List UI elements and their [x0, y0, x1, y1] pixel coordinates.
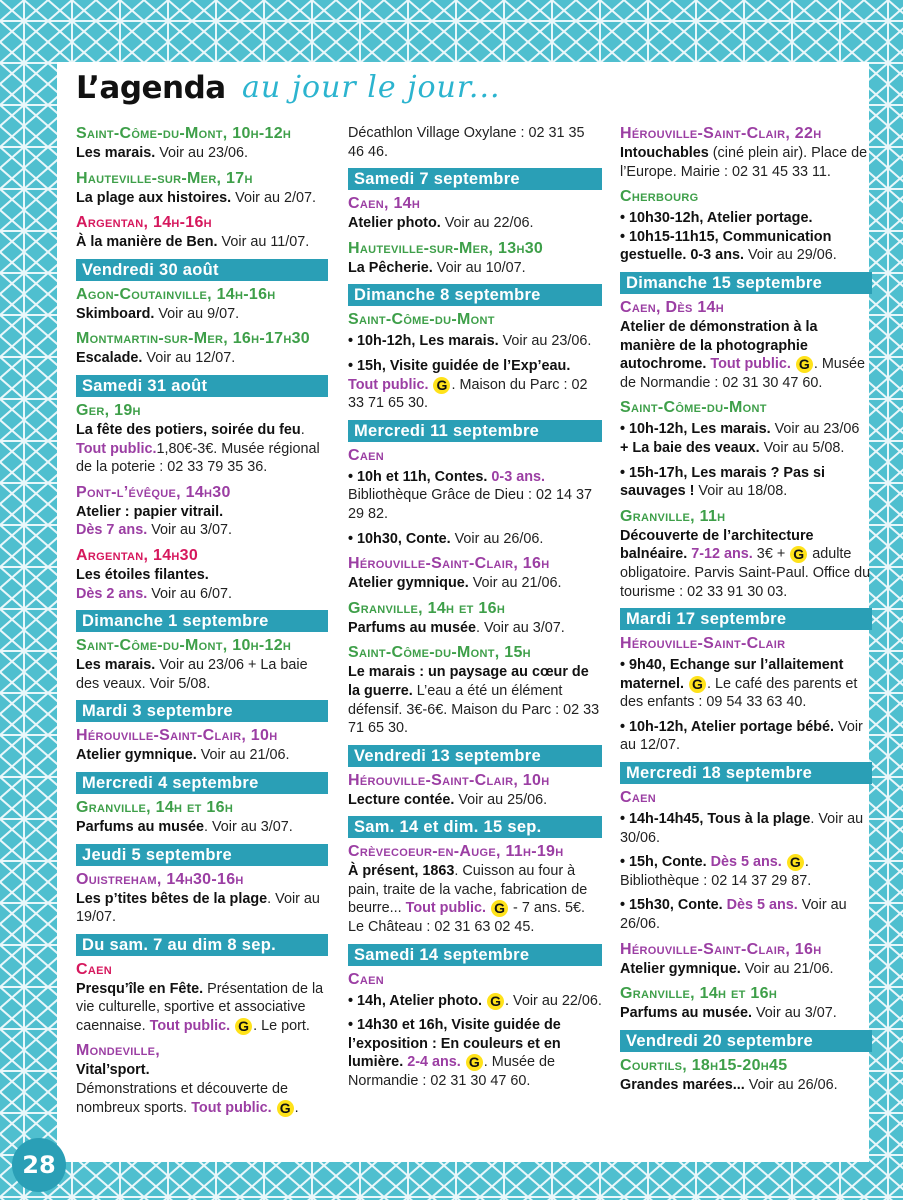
free-badge-icon: G	[277, 1100, 294, 1117]
agenda-entry: Argentan, 14h30 Les étoiles filantes. Dès 2 ans. Voir au 6/07.	[76, 546, 233, 602]
agenda-entry: • 10h30, Conte. Voir au 26/06.	[348, 530, 544, 547]
agenda-entry: Hérouville-Saint-Clair, 16h Atelier gymnique. Voir au 21/06.	[620, 940, 834, 977]
agenda-entry: Granville, 14h et 16h Parfums au musée. Voir au 3/07.	[76, 798, 293, 835]
date-header: Mercredi 4 septembre	[76, 772, 328, 794]
agenda-entry: • 10h30-12h, Atelier portage.	[620, 210, 813, 227]
agenda-entry: Saint-Côme-du-Mont, 15h Le marais : un paysage au cœur de la guerre. L’eau a été un élément défensif. 3€-6€. Maison du Parc : 02 33 71 65 30.	[348, 644, 600, 737]
agenda-entry: Hérouville-Saint-Clair	[620, 635, 786, 653]
agenda-entry: • 10h-12h, Les marais. Voir au 23/06 + La baie des veaux. Voir au 5/08.	[620, 421, 860, 456]
agenda-column-1	[76, 124, 328, 1123]
agenda-entry: Crèvecoeur-en-Auge, 11h-19h À présent, 1863. Cuisson au four à pain, traite de la vache, fabrication de beurre... Tout public. G - 7 ans. 5€. Le Château : 02 31 63 02 45.	[348, 843, 588, 936]
agenda-entry: • 10h-12h, Les marais. Voir au 23/06.	[348, 333, 592, 350]
agenda-entry: Courtils, 18h15-20h45 Grandes marées... Voir au 26/06.	[620, 1056, 838, 1093]
page-title-script: au jour le jour...	[242, 70, 501, 105]
agenda-entry: • 10h15-11h15, Communication gestuelle. 0-3 ans. Voir au 29/06.	[620, 228, 837, 264]
date-header: Vendredi 20 septembre	[620, 1030, 872, 1052]
agenda-entry: Décathlon Village Oxylane : 02 31 35 46 46.	[348, 125, 585, 160]
agenda-entry: Caen	[620, 789, 656, 807]
agenda-entry: Caen, 14h Atelier photo. Voir au 22/06.	[348, 195, 534, 232]
agenda-column-3	[620, 124, 872, 1100]
date-header: Mercredi 11 septembre	[348, 420, 602, 442]
agenda-entry: Saint-Côme-du-Mont	[620, 399, 767, 417]
agenda-entry: Argentan, 14h-16h À la manière de Ben. Voir au 11/07.	[76, 214, 310, 251]
agenda-entry: Saint-Côme-du-Mont	[348, 311, 495, 329]
free-badge-icon: G	[235, 1018, 252, 1035]
date-header: Mardi 3 septembre	[76, 700, 328, 722]
agenda-entry: Saint-Côme-du-Mont, 10h-12h Les marais. Voir au 23/06 + La baie des veaux. Voir 5/08.	[76, 637, 308, 692]
agenda-entry: • 14h-14h45, Tous à la plage. Voir au 30/06.	[620, 811, 864, 846]
date-header: Samedi 14 septembre	[348, 944, 602, 966]
agenda-entry: • 10h-12h, Atelier portage bébé. Voir au 12/07.	[620, 718, 863, 754]
agenda-entry: Hérouville-Saint-Clair, 16h Atelier gymnique. Voir au 21/06.	[348, 555, 562, 592]
agenda-entry: Agon-Coutainville, 14h-16h Skimboard. Voir au 9/07.	[76, 285, 276, 322]
date-header: Samedi 7 septembre	[348, 168, 602, 190]
agenda-entry: Hérouville-Saint-Clair, 10h Lecture contée. Voir au 25/06.	[348, 771, 550, 808]
date-header: Du sam. 7 au dim 8 sep.	[76, 934, 328, 956]
page-number: 28	[12, 1138, 66, 1192]
free-badge-icon: G	[790, 546, 807, 563]
date-header: Dimanche 15 septembre	[620, 272, 872, 294]
agenda-entry: Ger, 19h La fête des potiers, soirée du feu. Tout public.1,80€-3€. Musée régional de la poterie : 02 33 79 35 36.	[76, 401, 320, 476]
date-header: Mardi 17 septembre	[620, 608, 872, 630]
agenda-entry: Caen	[348, 446, 384, 464]
date-header: Dimanche 1 septembre	[76, 610, 328, 632]
agenda-entry: Caen	[348, 970, 384, 988]
agenda-entry: Caen, Dès 14h Atelier de démonstration à la manière de la photographie autochrome. Tout public. G . Musée de Normandie : 02 31 30 47 60.	[620, 298, 866, 391]
agenda-entry: Cherbourg	[620, 188, 699, 206]
free-badge-icon: G	[787, 854, 804, 871]
agenda-entry: • 14h30 et 16h, Visite guidée de l’exposition : En couleurs et en lumière. 2-4 ans. G . Musée de Normandie : 02 31 30 47 60.	[348, 1017, 561, 1090]
agenda-entry: Granville, 11h Découverte de l’architecture balnéaire. 7-12 ans. 3€ + G adulte obligatoire. Parvis Saint-Paul. Office du tourisme : 02 33 91 30 03.	[620, 507, 871, 600]
agenda-column-2	[348, 124, 602, 1097]
date-header: Dimanche 8 septembre	[348, 284, 602, 306]
agenda-entry: Mondeville, Vital’sport. Démonstrations et découverte de nombreux sports. Tout public. G .	[76, 1042, 299, 1116]
agenda-entry: Montmartin-sur-Mer, 16h-17h30 Escalade. Voir au 12/07.	[76, 330, 311, 367]
agenda-entry: Hérouville-Saint-Clair, 22h Intouchables (ciné plein air). Place de l’Europe. Mairie : 02 31 45 33 11.	[620, 125, 868, 180]
free-badge-icon: G	[689, 676, 706, 693]
agenda-entry: Granville, 14h et 16h Parfums au musée. Voir au 3/07.	[620, 985, 837, 1022]
agenda-entry: • 9h40, Echange sur l’allaitement maternel. G . Le café des parents et des enfants : 09 54 33 63 40.	[620, 657, 858, 711]
date-header: Sam. 14 et dim. 15 sep.	[348, 816, 602, 838]
agenda-entry: Hauteville-sur-Mer, 13h30 La Pêcherie. Voir au 10/07.	[348, 239, 544, 276]
agenda-entry: • 14h, Atelier photo. G . Voir au 22/06.	[348, 992, 602, 1009]
free-badge-icon: G	[487, 993, 504, 1010]
date-header: Mercredi 18 septembre	[620, 762, 872, 784]
agenda-entry: Granville, 14h et 16h Parfums au musée. Voir au 3/07.	[348, 599, 565, 636]
free-badge-icon: G	[433, 377, 450, 394]
agenda-entry: • 15h, Visite guidée de l’Exp’eau. Tout public. G . Maison du Parc : 02 33 71 65 30.	[348, 357, 588, 412]
date-header: Samedi 31 août	[76, 375, 328, 397]
agenda-entry: Pont-l’évêque, 14h30 Atelier : papier vitrail. Dès 7 ans. Voir au 3/07.	[76, 483, 233, 539]
date-header: Vendredi 30 août	[76, 259, 328, 281]
free-badge-icon: G	[796, 356, 813, 373]
agenda-entry: Saint-Côme-du-Mont, 10h-12h Les marais. Voir au 23/06.	[76, 125, 292, 161]
agenda-entry: • 15h, Conte. Dès 5 ans. G . Bibliothèque : 02 14 37 29 87.	[620, 854, 812, 889]
agenda-entry: Ouistreham, 14h30-16h Les p’tites bêtes de la plage. Voir au 19/07.	[76, 870, 320, 926]
page-title: L’agenda	[76, 70, 226, 106]
free-badge-icon: G	[466, 1054, 483, 1071]
agenda-entry: • 15h30, Conte. Dès 5 ans. Voir au 26/06.	[620, 897, 847, 933]
agenda-entry: • 15h-17h, Les marais ? Pas si sauvages ! Voir au 18/08.	[620, 464, 826, 500]
agenda-entry: • 10h et 11h, Contes. 0-3 ans. Bibliothèque Grâce de Dieu : 02 14 37 29 82.	[348, 468, 593, 522]
agenda-entry: Hauteville-sur-Mer, 17h La plage aux histoires. Voir au 2/07.	[76, 169, 316, 206]
date-header: Jeudi 5 septembre	[76, 844, 328, 866]
agenda-entry: Caen Presqu’île en Fête. Présentation de la vie culturelle, sportive et associative caennaise. Tout public. G . Le port.	[76, 960, 324, 1034]
free-badge-icon: G	[491, 900, 508, 917]
agenda-entry: Hérouville-Saint-Clair, 10h Atelier gymnique. Voir au 21/06.	[76, 727, 290, 764]
date-header: Vendredi 13 septembre	[348, 745, 602, 767]
